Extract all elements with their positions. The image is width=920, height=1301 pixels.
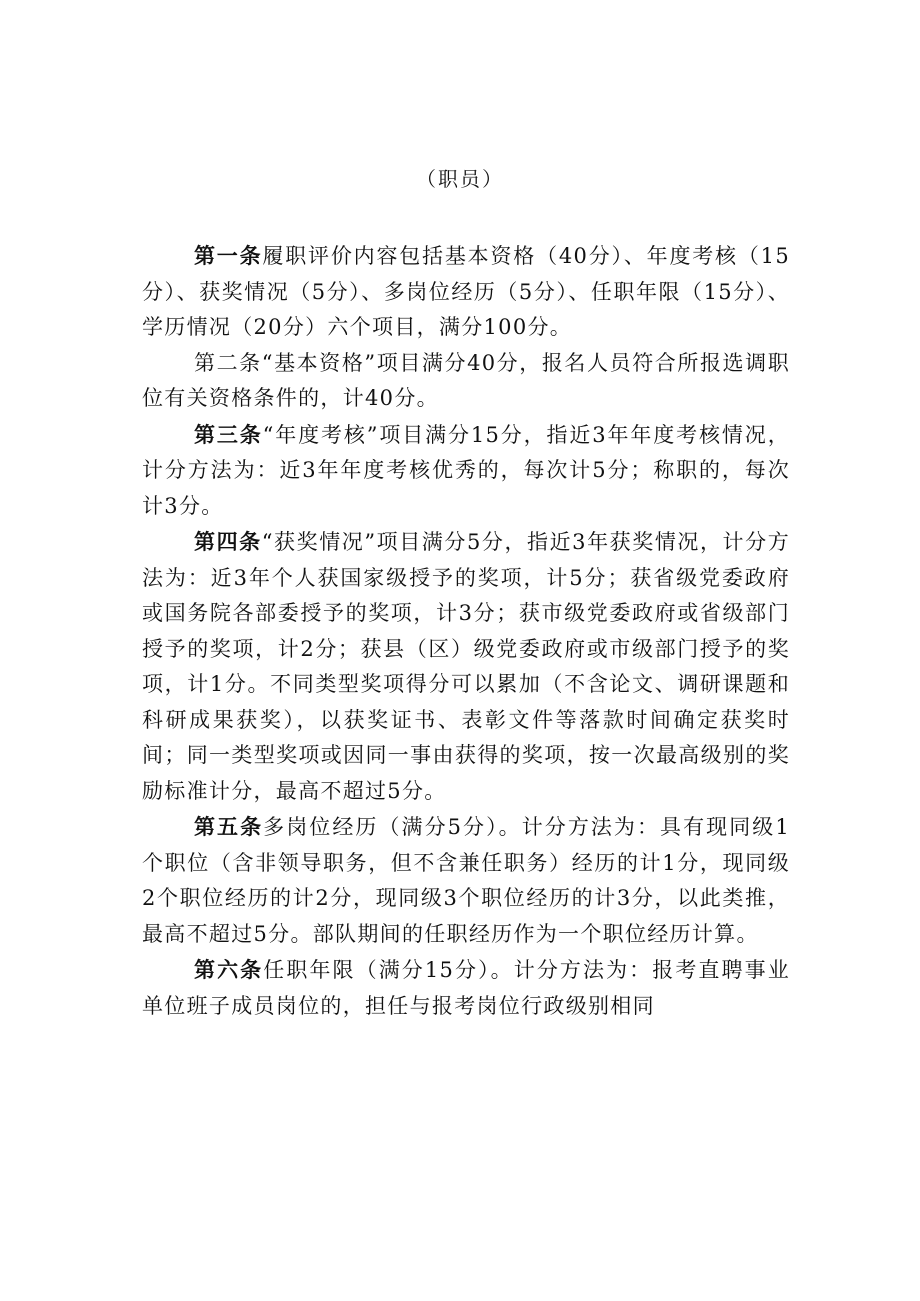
article-text: “年度考核”项目满分15分，指近3年年度考核情况，计分方法为：近3年年度考核优秀的，每次计5分；称职的，每次计3分。 [142,422,790,518]
article-4 [142,524,790,809]
document-subtitle: （职员） [416,167,504,191]
article-heading: 第三条 [194,421,263,447]
article-text: “基本资格”项目满分40分，报名人员符合所报选调职位有关资格条件的，计40分。 [142,350,790,410]
article-2 [142,346,790,417]
article-heading: 第六条 [194,957,264,982]
article-heading: 第一条 [194,243,263,268]
article-6 [142,952,790,1024]
article-text: “获奖情况”项目满分5分，指近3年获奖情况，计分方法为：近3年个人获国家级授予的奖项，计5分；获省级党委政府或国务院各部委授予的奖项，计3分；获市级党委政府或省级部门授予的奖项，计2分；获县（区）级党委政府或市级部门授予的奖项，计1分。不同类型奖项得分可以累加（不含论文、调研课题和科研成果获奖），以获奖证书、表彰文件等落款时间确定获奖时间；同一类型奖项或因同一事由获得的奖项，按一次最高级别的奖励标准计分，最高不超过5分。 [142,530,790,803]
article-1 [142,238,790,346]
article-heading: 第五条 [194,814,264,839]
article-5 [142,809,790,952]
article-heading: 第四条 [194,529,262,554]
article-heading: 第二条 [194,350,262,375]
article-text: 履职评价内容包括基本资格（40分）、年度考核（15分）、获奖情况（5分）、多岗位经历（5分）、任职年限（15分）、学历情况（20分）六个项目，满分100分。 [142,244,790,339]
article-3 [142,417,790,525]
article-text: 任职年限（满分15分）。计分方法为：报考直聘事业单位班子成员岗位的，担任与报考岗位行政级别相同 [142,958,790,1018]
document-body [142,238,790,1024]
article-text: 多岗位经历（满分5分）。计分方法为：具有现同级1个职位（含非领导职务，但不含兼任职务）经历的计1分，现同级2个职位经历的计2分，现同级3个职位经历的计3分，以此类推，最高不超过5分。部队期间的任职经历作为一个职位经历计算。 [142,815,790,946]
